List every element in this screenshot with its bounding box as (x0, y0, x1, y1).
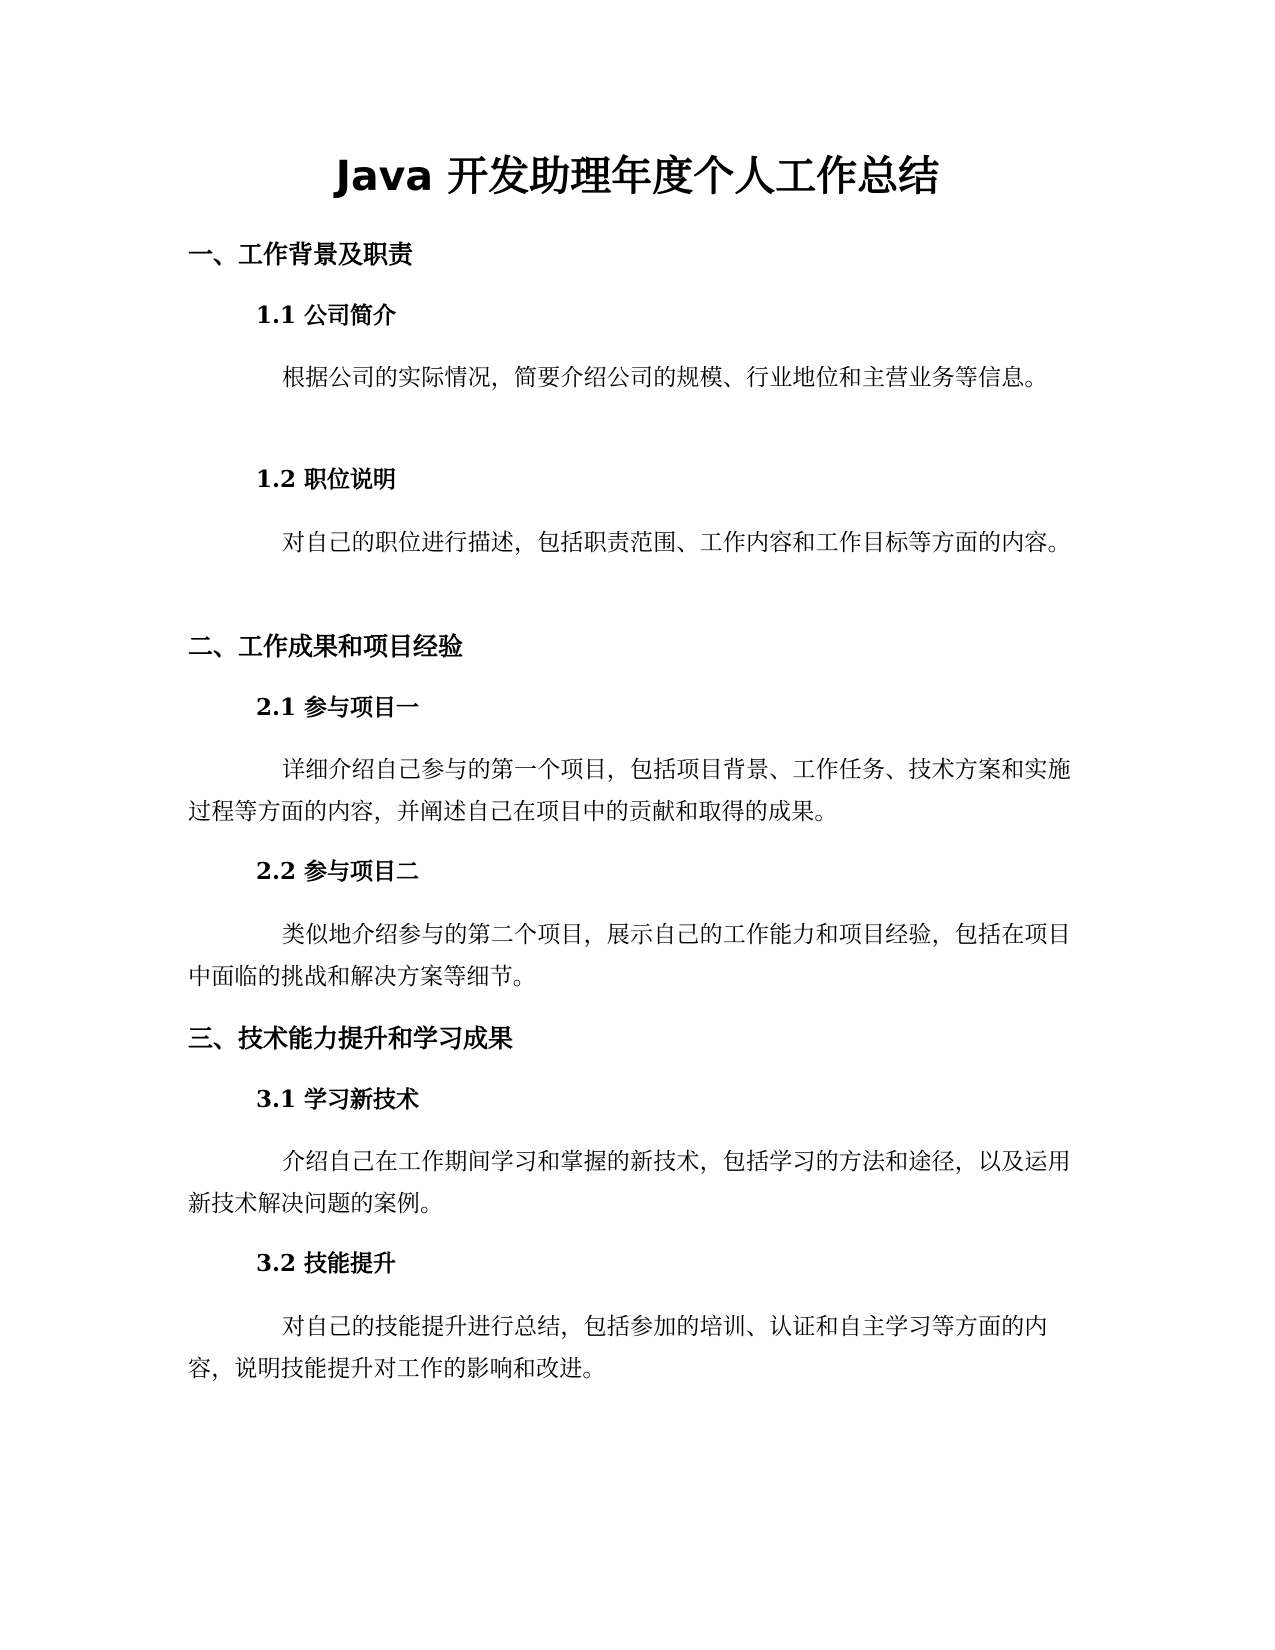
paragraph: 根据公司的实际情况，简要介绍公司的规模、行业地位和主营业务等信息。 (282, 365, 1048, 391)
section-heading: 三、技术能力提升和学习成果 (188, 1024, 514, 1053)
paragraph: 详细介绍自己参与的第一个项目，包括项目背景、工作任务、技术方案和实施过程等方面的内容，并阐述自己在项目中的贡献和取得的成果。 (188, 757, 1071, 825)
subsection-heading: 2.1 参与项目一 (256, 694, 420, 721)
section-heading: 二、工作成果和项目经验 (188, 632, 464, 661)
subsection-heading: 3.1 学习新技术 (256, 1086, 420, 1113)
subsection-heading: 1.2 职位说明 (256, 466, 397, 493)
subsection-heading: 1.1 公司简介 (256, 302, 397, 329)
paragraph: 对自己的职位进行描述，包括职责范围、工作内容和工作目标等方面的内容。 (282, 530, 1071, 556)
paragraph: 介绍自己在工作期间学习和掌握的新技术，包括学习的方法和途径，以及运用新技术解决问题的案例。 (188, 1149, 1071, 1217)
document-title: Java 开发助理年度个人工作总结 (335, 152, 940, 200)
subsection-heading: 3.2 技能提升 (256, 1250, 397, 1277)
paragraph: 类似地介绍参与的第二个项目，展示自己的工作能力和项目经验，包括在项目中面临的挑战和解决方案等细节。 (188, 922, 1071, 990)
section-heading: 一、工作背景及职责 (188, 240, 414, 269)
subsection-heading: 2.2 参与项目二 (256, 858, 420, 885)
paragraph: 对自己的技能提升进行总结，包括参加的培训、认证和自主学习等方面的内容，说明技能提升对工作的影响和改进。 (188, 1314, 1048, 1382)
